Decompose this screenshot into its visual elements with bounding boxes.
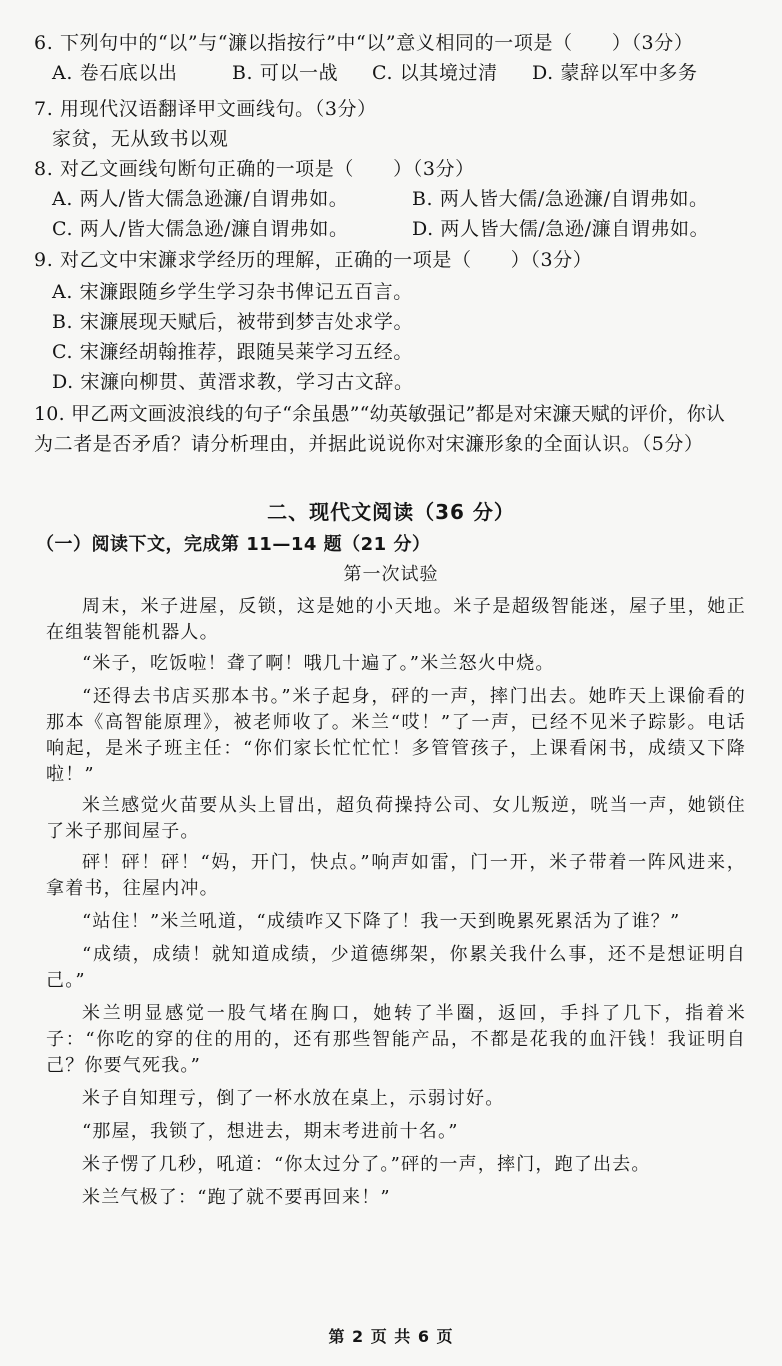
story-paragraph: 砰！砰！砰！“妈，开门，快点。”响声如雷，门一开，米子带着一阵风进来，拿着书，往屋内冲。 (46, 852, 746, 899)
question-9-stem: 9. 对乙文中宋濂求学经历的理解，正确的一项是（ ）（3分） (34, 249, 593, 271)
question-8-options-row2 (52, 216, 709, 242)
question-6-option-d: D. 蒙辞以军中多务 (532, 62, 698, 84)
question-10-line-1: 10. 甲乙两文画波浪线的句子“余虽愚”“幼英敏强记”都是对宋濂天赋的评价，你认 (34, 403, 726, 425)
question-9-option-c: C. 宋濂经胡翰推荐，跟随吴莱学习五经。 (52, 341, 413, 363)
story-title: 第一次试验 (343, 564, 439, 585)
question-8-option-b: B. 两人皆大儒/急逊濂/自谓弗如。 (412, 188, 709, 210)
story-paragraph: 米子自知理亏，倒了一杯水放在桌上，示弱讨好。 (82, 1088, 505, 1109)
question-8-stem: 8. 对乙文画线句断句正确的一项是（ ）（3分） (34, 158, 475, 180)
question-8-option-d: D. 两人皆大儒/急逊/濂自谓弗如。 (412, 218, 710, 240)
page-number: 第 2 页 共 6 页 (328, 1327, 454, 1346)
story-paragraph: “站住！”米兰吼道，“成绩咋又下降了！我一天到晚累死累活为了谁？” (82, 911, 681, 932)
question-6-option-a: A. 卷石底以出 (52, 62, 178, 84)
question-9-option-b: B. 宋濂展现天赋后，被带到梦吉处求学。 (52, 311, 414, 333)
question-6-options (52, 60, 698, 86)
question-10-line-2: 为二者是否矛盾？请分析理由，并据此说说你对宋濂形象的全面认识。（5分） (34, 433, 704, 455)
story-body (46, 594, 746, 1211)
question-8-option-c: C. 两人/皆大儒急逊/濂自谓弗如。 (52, 218, 349, 240)
story-paragraph: “米子，吃饭啦！聋了啊！哦几十遍了。”米兰怒火中烧。 (82, 653, 555, 674)
story-paragraph: 米兰感觉火苗要从头上冒出，超负荷操持公司、女儿叛逆，咣当一声，她锁住了米子那间屋子。 (46, 795, 746, 842)
story-paragraph: “还得去书店买那本书。”米子起身，砰的一声，摔门出去。她昨天上课偷看的那本《高智能原理》，被老师收了。米兰“哎！”了一声，已经不见米子踪影。电话响起，是米子班主任：“你们家长忙忙忙！多管管孩子，上课看闲书，成绩又下降啦！” (46, 686, 746, 785)
story-paragraph: “那屋，我锁了，想进去，期末考进前十名。” (82, 1121, 459, 1142)
question-9-option-a: A. 宋濂跟随乡学生学习杂书俾记五百言。 (52, 281, 413, 303)
section-2-title: 二、现代文阅读（36 分） (267, 500, 515, 524)
question-7-quote: 家贫，无从致书以观 (52, 128, 229, 150)
story-paragraph: 米兰气极了：“跑了就不要再回来！” (82, 1187, 391, 1208)
story-paragraph: 周末，米子进屋，反锁，这是她的小天地。米子是超级智能迷，屋子里，她正在组装智能机器人。 (46, 596, 746, 643)
question-6-option-b: B. 可以一战 (232, 62, 339, 84)
question-9-option-d: D. 宋濂向柳贯、黄溍求教，学习古文辞。 (52, 371, 414, 393)
question-8-options-row1 (52, 186, 709, 212)
story-paragraph: “成绩，成绩！就知道成绩，少道德绑架，你累关我什么事，还不是想证明自己。” (46, 944, 746, 991)
story-paragraph: 米子愣了几秒，吼道：“你太过分了。”砰的一声，摔门，跑了出去。 (82, 1154, 651, 1175)
section-2-subtitle: （一）阅读下文，完成第 11—14 题（21 分） (36, 534, 431, 555)
story-paragraph: 米兰明显感觉一股气堵在胸口，她转了半圈，返回，手抖了几下，指着米子：“你吃的穿的住的用的，还有那些智能产品，不都是花我的血汗钱！我证明自己？你要气死我。” (46, 1003, 746, 1076)
question-6-stem: 6. 下列句中的“以”与“濂以指按行”中“以”意义相同的一项是（ ）（3分） (34, 32, 694, 54)
question-7-stem: 7. 用现代汉语翻译甲文画线句。（3分） (34, 98, 377, 120)
question-6-option-c: C. 以其境过清 (372, 62, 498, 84)
question-8-option-a: A. 两人/皆大儒急逊濂/自谓弗如。 (52, 188, 349, 210)
